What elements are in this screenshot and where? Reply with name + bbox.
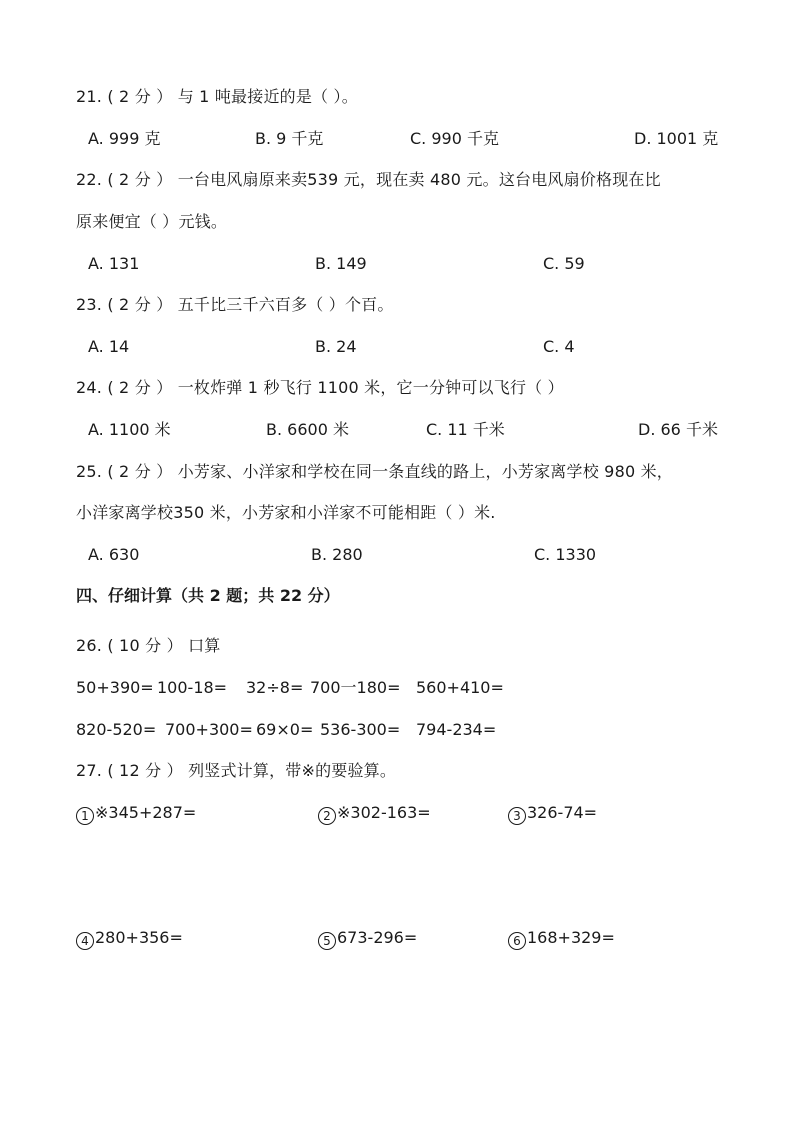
- q23-option-c: C. 4: [543, 337, 575, 356]
- q24-option-a: A. 1100 米: [88, 420, 171, 439]
- vertical-calc-item-5: [318, 928, 417, 950]
- question-23-stem: 23. ( 2 分 ） 五千比三千六百多（ ）个百。: [76, 295, 394, 314]
- q21-option-c: C. 990 千克: [410, 129, 499, 148]
- mental-calc-item: 700一180=: [310, 678, 401, 697]
- mental-calc-item: 536-300=: [320, 720, 401, 739]
- vertical-calc-item-1: [76, 803, 196, 825]
- mental-calc-item: 820-520=: [76, 720, 157, 739]
- question-22-stem-line2: 原来便宜（ ）元钱。: [76, 212, 228, 231]
- mental-calc-item: 50+390=: [76, 678, 154, 697]
- q22-option-a: A. 131: [88, 254, 140, 273]
- circled-number: 3: [508, 807, 526, 825]
- vertical-calc-expr: 168+329=: [527, 928, 615, 947]
- vertical-calc-item-3: [508, 803, 597, 825]
- circled-number: 1: [76, 807, 94, 825]
- mental-calc-item: 100-18=: [157, 678, 228, 697]
- q24-option-c: C. 11 千米: [426, 420, 505, 439]
- vertical-calc-expr: 673-296=: [337, 928, 418, 947]
- mental-calc-item: 560+410=: [416, 678, 504, 697]
- question-25-stem-line2: 小洋家离学校350 米，小芳家和小洋家不可能相距（ ）米.: [76, 503, 496, 522]
- vertical-calc-item-6: [508, 928, 615, 950]
- q22-option-b: B. 149: [315, 254, 367, 273]
- q23-option-a: A. 14: [88, 337, 130, 356]
- vertical-calc-expr: 280+356=: [95, 928, 183, 947]
- mental-calc-item: 69×0=: [256, 720, 314, 739]
- q21-option-b: B. 9 千克: [255, 129, 324, 148]
- q25-option-b: B. 280: [311, 545, 363, 564]
- q24-option-d: D. 66 千米: [638, 420, 718, 439]
- vertical-calc-item-2: [318, 803, 431, 825]
- q25-option-a: A. 630: [88, 545, 140, 564]
- circled-number: 2: [318, 807, 336, 825]
- q21-option-a: A. 999 克: [88, 129, 161, 148]
- circled-number: 6: [508, 932, 526, 950]
- vertical-calc-expr: ※302-163=: [337, 803, 431, 822]
- mental-calc-item: 700+300=: [165, 720, 253, 739]
- q22-option-c: C. 59: [543, 254, 585, 273]
- q23-option-b: B. 24: [315, 337, 357, 356]
- mental-calc-item: 32÷8=: [246, 678, 304, 697]
- circled-number: 4: [76, 932, 94, 950]
- vertical-calc-item-4: [76, 928, 183, 950]
- vertical-calc-expr: ※345+287=: [95, 803, 197, 822]
- q25-option-c: C. 1330: [534, 545, 597, 564]
- question-22-stem-line1: 22. ( 2 分 ） 一台电风扇原来卖539 元，现在卖 480 元。这台电风扇价格现在比: [76, 170, 661, 189]
- q24-option-b: B. 6600 米: [266, 420, 349, 439]
- question-27-stem: 27. ( 12 分 ） 列竖式计算，带※的要验算。: [76, 761, 397, 780]
- question-21-stem: 21. ( 2 分 ） 与 1 吨最接近的是（ ）。: [76, 87, 358, 106]
- mental-calc-item: 794-234=: [416, 720, 497, 739]
- question-24-stem: 24. ( 2 分 ） 一枚炸弹 1 秒飞行 1100 米，它一分钟可以飞行（ ）: [76, 378, 564, 397]
- question-26-stem: 26. ( 10 分 ） 口算: [76, 636, 221, 655]
- circled-number: 5: [318, 932, 336, 950]
- vertical-calc-expr: 326-74=: [527, 803, 598, 822]
- question-25-stem-line1: 25. ( 2 分 ） 小芳家、小洋家和学校在同一条直线的路上，小芳家离学校 980 米，: [76, 462, 674, 481]
- section-4-title: 四、仔细计算（共 2 题；共 22 分）: [76, 586, 340, 605]
- q21-option-d: D. 1001 克: [634, 129, 719, 148]
